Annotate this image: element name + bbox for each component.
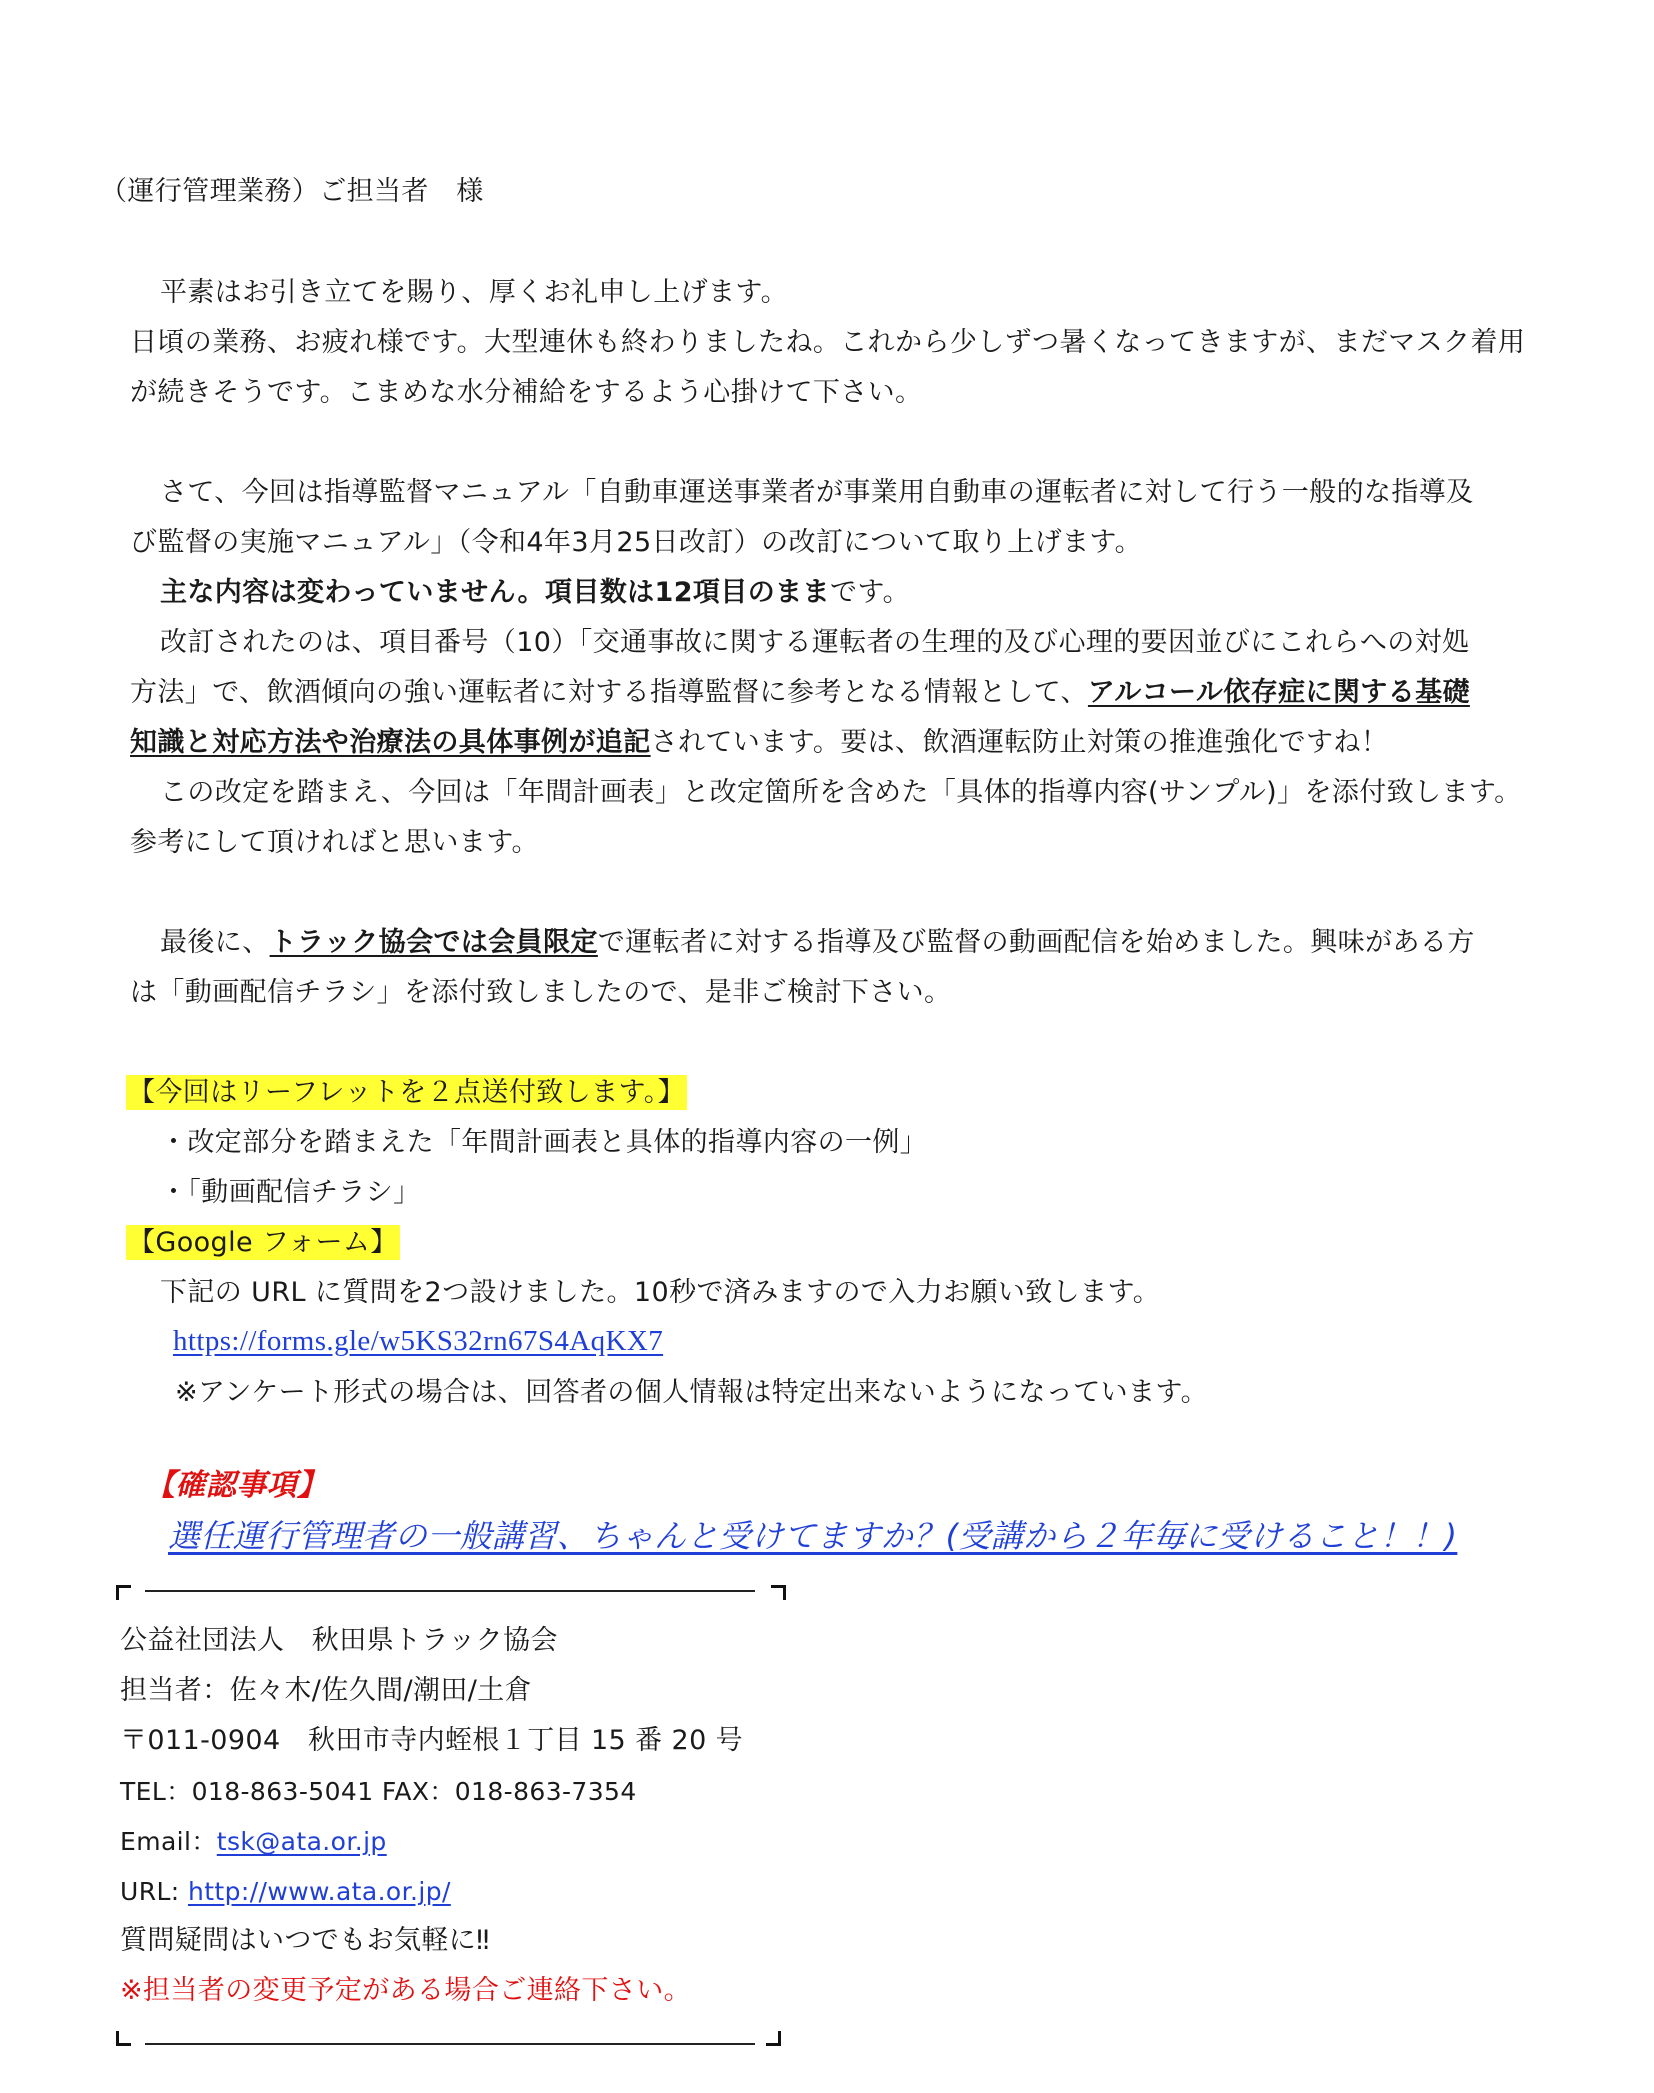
para1-line1: 平素はお引き立てを賜り、厚くお礼申し上げます。 [160,277,789,308]
signature-questions: 質問疑問はいつでもお気軽に‼ [120,1925,490,1956]
signature-url [120,1874,451,1910]
signature-url-link[interactable]: http://www.ata.or.jp/ [187,1877,451,1906]
signature-address: 〒011-0904 秋田市寺内蛭根１丁目 15 番 20 号 [120,1725,744,1756]
confirm-heading: 【確認事項】 [145,1468,328,1503]
para2-line3-rest: です。 [829,577,910,608]
para2-line5 [130,675,1470,711]
para1-line2: 日頃の業務、お疲れ様です。大型連休も終わりましたね。これから少しずつ暑くなってきますが、まだマスク着用 [130,327,1526,358]
google-form-heading-text: 【Google フォーム】 [128,1227,398,1258]
signature-corner-bottom-right [766,2031,781,2046]
para1-line3: が続きそうです。こまめな水分補給をするよう心掛けて下さい。 [130,377,923,408]
google-form-url-link[interactable]: https://forms.gle/w5KS32rn67S4AqKX7 [173,1325,664,1357]
signature-notice: ※担当者の変更予定がある場合ご連絡下さい。 [120,1975,692,2006]
signature-corner-bottom-left [116,2031,131,2046]
para2-line6-plain: されています。要は、飲酒運転防止対策の推進強化ですね！ [650,727,1389,758]
leaflet-heading-text: 【今回はリーフレットを２点送付致します。】 [128,1077,686,1108]
para2-line8: 参考にして頂ければと思います。 [130,827,539,858]
signature-email [120,1824,387,1860]
para3-line1-a: 最後に、 [160,927,270,958]
signature-email-link[interactable]: tsk@ata.or.jp [216,1827,387,1856]
signature-email-label: Email： [120,1827,217,1856]
para2-line5-bold: アルコール依存症に関する基礎 [1087,677,1470,708]
para3-line2: は「動画配信チラシ」を添付致しましたので、是非ご検討下さい。 [130,977,952,1008]
para2-line1: さて、今回は指導監督マニュアル「自動車運送事業者が事業用自動車の運転者に対して行う一般的な指導及 [160,477,1474,508]
para2-line6 [130,725,1388,761]
google-form-text: 下記の URL に質問を2つ設けました。10秒で済みますので入力お願い致します。 [160,1277,1161,1308]
para2-line7: この改定を踏まえ、今回は「年間計画表」と改定箇所を含めた「具体的指導内容(サンプル)」を添付致します。 [160,777,1522,808]
signature-corner-top-right [771,1585,786,1600]
signature-url-label: URL: [120,1877,188,1906]
para2-line3-bold: 主な内容は変わっていません。項目数は12項目のまま [160,577,830,608]
google-form-url-line [173,1323,663,1360]
google-form-heading [126,1225,400,1261]
leaflet-item-2: ・「動画配信チラシ」 [160,1177,421,1208]
signature-corner-top-left [116,1585,131,1600]
signature-staff: 担当者：佐々木/佐久間/潮田/土倉 [120,1675,533,1706]
para2-line4: 改訂されたのは、項目番号（10）「交通事故に関する運転者の生理的及び心理的要因並びにこれらへの対処 [160,627,1470,658]
signature-top-rule [145,1590,755,1592]
para2-line2: び監督の実施マニュアル」（令和4年3月25日改訂）の改訂について取り上げます。 [130,527,1143,558]
para3-line1 [160,925,1475,961]
leaflet-item-1: ・改定部分を踏まえた「年間計画表と具体的指導内容の一例」 [160,1127,928,1158]
confirm-text: 選任運行管理者の一般講習、ちゃんと受けてますか？(受講から２年毎に受けること！！) [168,1517,1458,1555]
para3-line1-bold: トラック協会では会員限定 [269,927,598,958]
google-form-note: ※アンケート形式の場合は、回答者の個人情報は特定出来ないようになっています。 [175,1377,1209,1408]
signature-org: 公益社団法人 秋田県トラック協会 [120,1625,558,1656]
para2-line6-bold: 知識と対応方法や治療法の具体事例が追記 [130,727,651,758]
signature-bottom-rule [145,2043,755,2045]
leaflet-heading [126,1075,687,1111]
para3-line1-b: で運転者に対する指導及び監督の動画配信を始めました。興味がある方 [597,927,1475,958]
para2-line5-plain: 方法」で、飲酒傾向の強い運転者に対する指導監督に参考となる情報として、 [130,677,1088,708]
salutation: （運行管理業務）ご担当者 様 [100,176,484,207]
para2-line3 [160,575,910,611]
signature-tel-fax: TEL：018-863-5041 FAX：018-863-7354 [120,1777,637,1806]
